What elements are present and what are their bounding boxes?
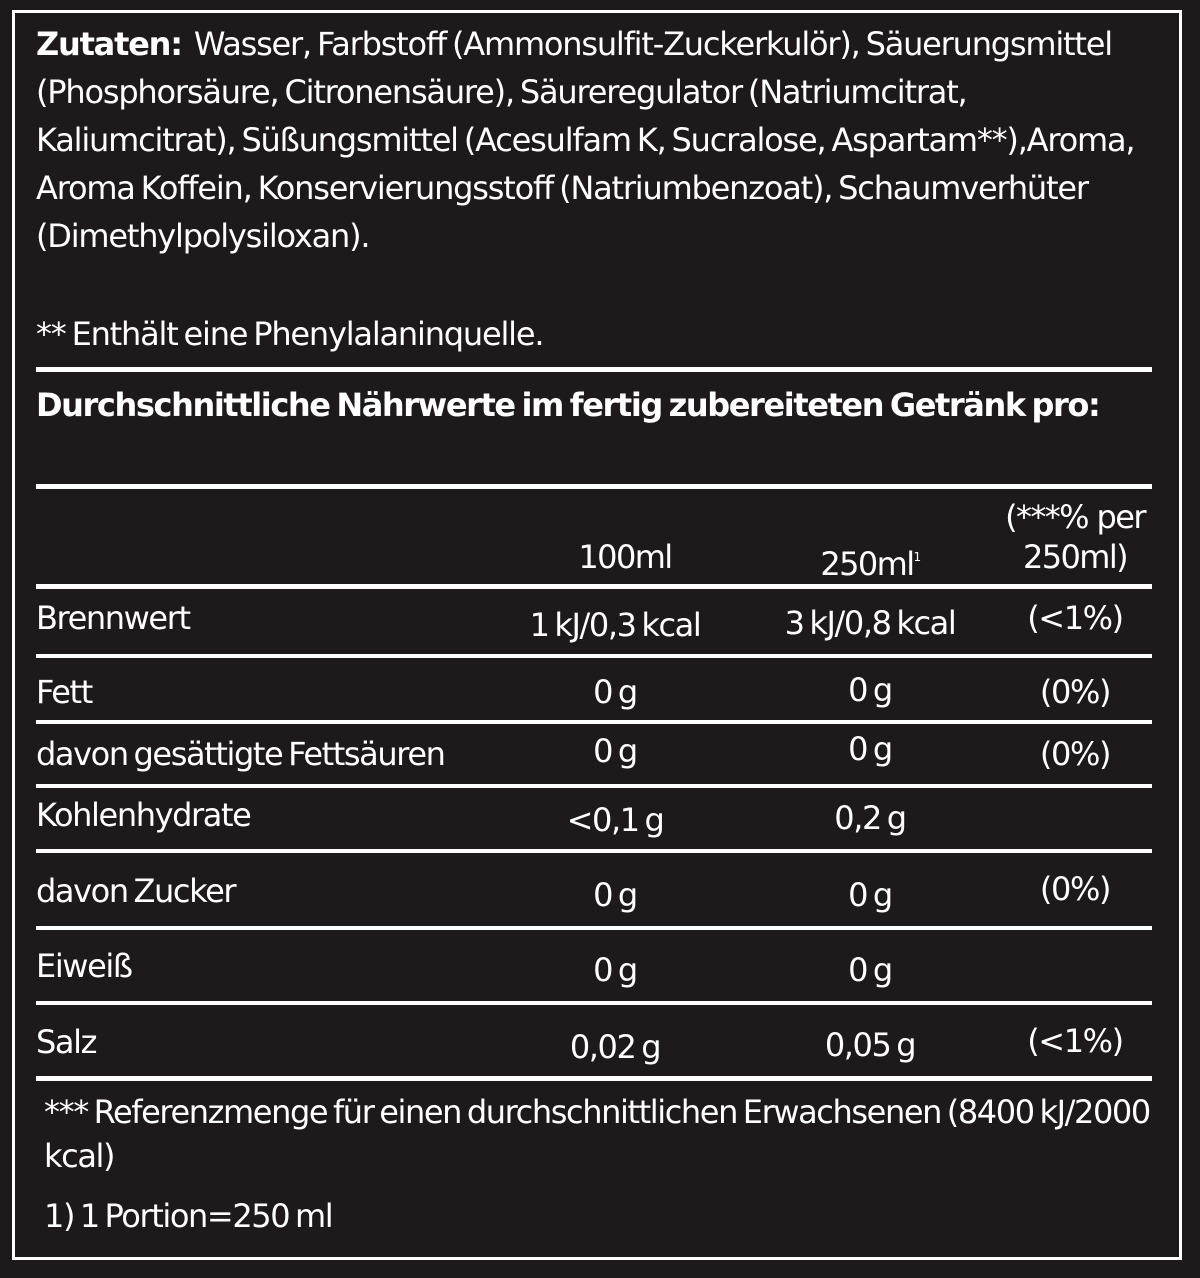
portion-footnote: 1) 1 Portion=250 ml: [44, 1197, 333, 1235]
row-label: Kohlenhydrate: [36, 796, 251, 834]
row-label: davon gesättigte Fettsäuren: [36, 735, 445, 773]
row-label: Eiweiß: [36, 947, 132, 985]
value-250ml: 0 g: [848, 730, 892, 768]
divider: [36, 584, 1152, 589]
divider: [36, 484, 1152, 489]
value-100ml: 0,02 g: [569, 1028, 661, 1066]
column-header-percent: (***% per 250ml): [1005, 498, 1145, 576]
value-250ml: 0 g: [848, 671, 892, 709]
value-100ml: 0 g: [593, 673, 637, 711]
value-percent: (0%): [1039, 673, 1111, 711]
value-250ml: 3 kJ/0,8 kcal: [784, 604, 956, 642]
value-250ml: 0 g: [848, 876, 892, 914]
value-percent: (<1%): [1027, 1022, 1123, 1060]
nutrition-heading: Durchschnittliche Nährwerte im fertig zubereiteten Getränk pro:: [36, 386, 1100, 424]
value-100ml: 0 g: [593, 732, 637, 770]
column-header-100ml: 100ml: [578, 538, 672, 576]
divider: [36, 784, 1152, 788]
value-100ml: 1 kJ/0,3 kcal: [529, 606, 701, 644]
portion-footnote-marker: 1: [913, 550, 920, 564]
divider: [36, 926, 1152, 930]
ingredients-label: Zutaten:: [36, 25, 182, 63]
divider: [36, 720, 1152, 724]
divider: [36, 367, 1152, 372]
row-label: Salz: [36, 1023, 97, 1061]
value-250ml: 0 g: [848, 951, 892, 989]
row-label: Fett: [36, 673, 92, 711]
divider: [36, 654, 1152, 658]
ingredients-list: Wasser, Farbstoff (Ammonsulfit-Zuckerkulör), Säuerungsmittel (Phosphorsäure, Citronensäure), Säureregulator (Natriumcitrat, Kaliumcitrat), Süßungsmittel (Acesulfam K, Sucralose, Aspartam**),Aroma, Aroma Koffein, Konservierungsstoff (Natriumbenzoat), Schaumverhüter (Dimethylpolysiloxan).: [36, 25, 1135, 255]
value-100ml: 0 g: [593, 876, 637, 914]
value-percent: (<1%): [1027, 599, 1123, 637]
divider: [36, 1001, 1152, 1005]
column-header-250ml: $250ml^1$: [820, 545, 920, 583]
value-100ml: 0 g: [593, 951, 637, 989]
row-label: Brennwert: [36, 599, 190, 637]
divider: [36, 849, 1152, 853]
value-250ml: 0,05 g: [824, 1026, 916, 1064]
value-100ml: <0,1 g: [566, 801, 664, 839]
phenylalanine-note: ** Enthält eine Phenylalaninquelle.: [36, 315, 544, 353]
reference-footnote: *** Referenzmenge für einen durchschnittlichen Erwachsenen (8400 kJ/2000 kcal): [44, 1093, 1150, 1175]
divider: [36, 1076, 1152, 1081]
row-label: davon Zucker: [36, 872, 236, 910]
value-percent: (0%): [1039, 870, 1111, 908]
value-250ml: 0,2 g: [834, 799, 906, 837]
ingredients-text: [36, 20, 1166, 260]
value-percent: (0%): [1039, 735, 1111, 773]
